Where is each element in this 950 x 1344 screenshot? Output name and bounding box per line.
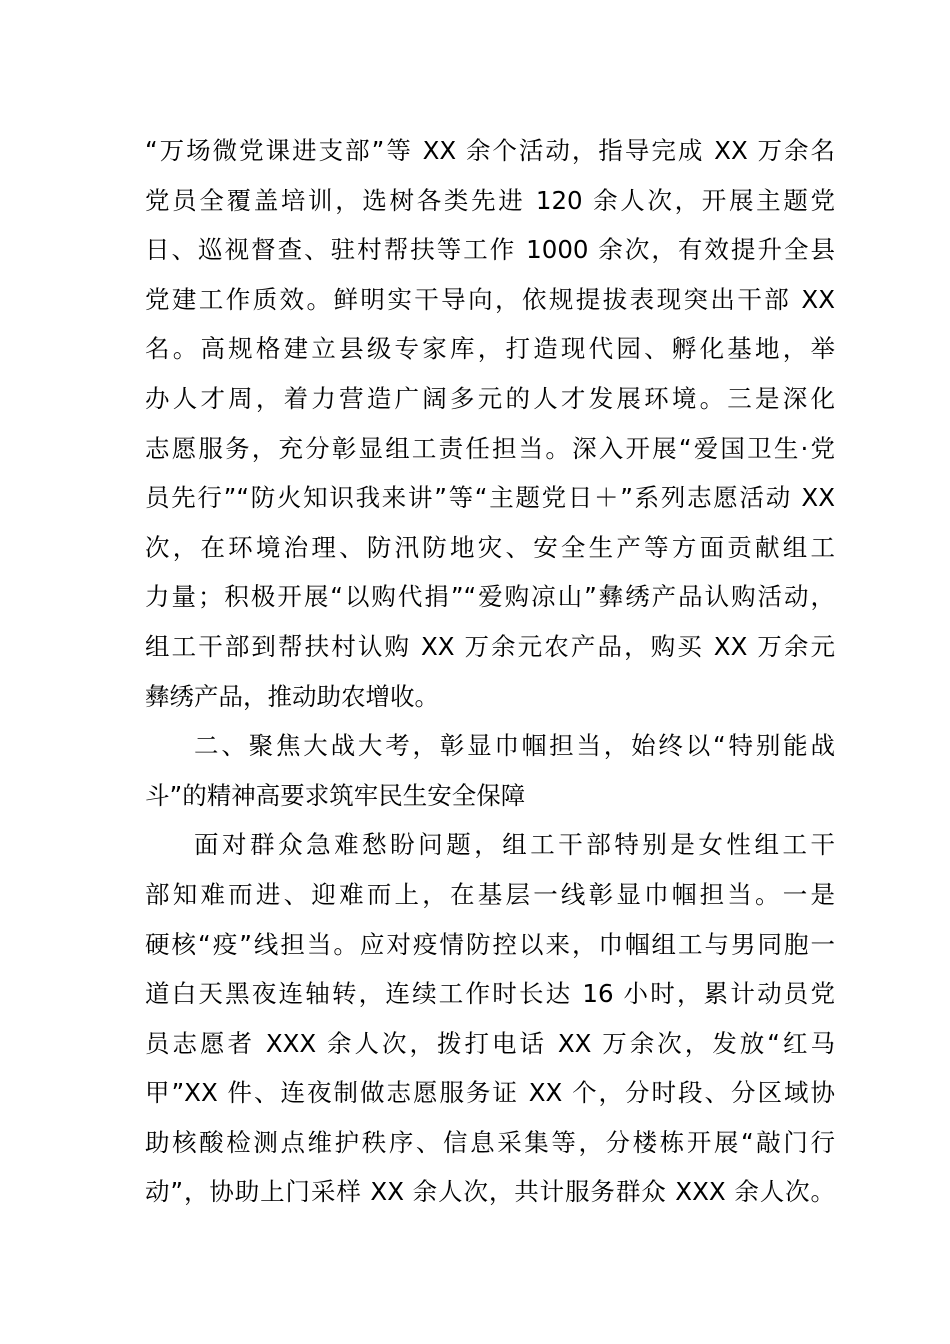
text-line: 彝绣产品，推动助农增收。	[145, 681, 439, 711]
document-body	[145, 126, 835, 1217]
text-line: 党建工作质效。鲜明实干导向，依规提拔表现突出干部 XX	[145, 284, 835, 314]
section-heading-line: 二、聚焦大战大考，彰显巾帼担当，始终以“特别能战	[194, 731, 835, 761]
text-line: 面对群众急难愁盼问题，组工干部特别是女性组工干	[194, 830, 835, 860]
text-line: 办人才周，着力营造广阔多元的人才发展环境。三是深化	[145, 383, 835, 413]
text-line: 日、巡视督查、驻村帮扶等工作 1000 余次，有效提升全县	[145, 235, 835, 265]
text-line: 员先行”“防火知识我来讲”等“主题党日＋”系列志愿活动 XX	[145, 483, 835, 513]
text-line: 组工干部到帮扶村认购 XX 万余元农产品，购买 XX 万余元	[145, 631, 835, 661]
text-line: “万场微党课进支部”等 XX 余个活动，指导完成 XX 万余名	[145, 136, 835, 165]
text-line: 助核酸检测点维护秩序、信息采集等，分楼栋开展“敲门行	[145, 1127, 835, 1157]
text-line: 名。高规格建立县级专家库，打造现代园、孵化基地，举	[145, 334, 835, 364]
text-line: 硬核“疫”线担当。应对疫情防控以来，巾帼组工与男同胞一	[145, 929, 835, 959]
text-line: 员志愿者 XXX 余人次，拨打电话 XX 万余次，发放“红马	[145, 1028, 835, 1058]
text-line: 甲”XX 件、连夜制做志愿服务证 XX 个，分时段、分区域协	[145, 1078, 835, 1108]
text-line: 力量；积极开展“以购代捐”“爱购凉山”彝绣产品认购活动，	[145, 582, 835, 612]
text-line: 部知难而进、迎难而上，在基层一线彰显巾帼担当。一是	[145, 879, 835, 909]
text-line: 志愿服务，充分彰显组工责任担当。深入开展“爱国卫生·党	[145, 433, 835, 463]
text-line: 次，在环境治理、防汛防地灾、安全生产等方面贡献组工	[145, 532, 835, 562]
text-line: 道白天黑夜连轴转，连续工作时长达 16 小时，累计动员党	[145, 979, 835, 1009]
section-heading-line: 斗”的精神高要求筑牢民生安全保障	[145, 780, 526, 810]
text-line: 党员全覆盖培训，选树各类先进 120 余人次，开展主题党	[145, 185, 835, 215]
text-line: 动”，协助上门采样 XX 余人次，共计服务群众 XXX 余人次。	[145, 1177, 835, 1207]
